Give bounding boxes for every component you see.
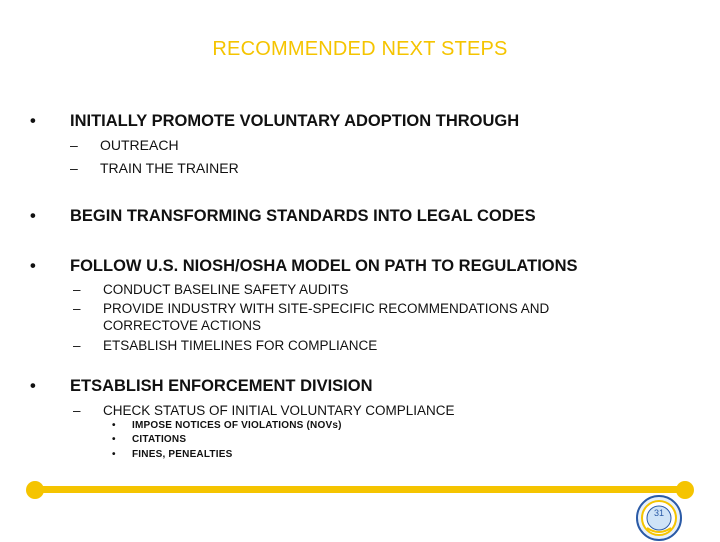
bullet-glyph: •	[30, 112, 36, 130]
bullet-glyph: •	[112, 420, 116, 431]
bullet-heading: BEGIN TRANSFORMING STANDARDS INTO LEGAL CODES	[70, 207, 536, 225]
sub-sub-bullet-text: FINES, PENEALTIES	[132, 449, 233, 460]
sub-bullet-text: TRAIN THE TRAINER	[100, 160, 239, 176]
bullet-glyph: •	[30, 207, 36, 225]
footer-rule-left-cap	[26, 481, 44, 499]
bullet-glyph: •	[30, 257, 36, 275]
dash-glyph: –	[73, 403, 81, 418]
sub-sub-bullet-text: IMPOSE NOTICES OF VIOLATIONS (NOVs)	[132, 420, 342, 431]
dash-glyph: –	[70, 160, 78, 176]
sub-sub-bullet-text: CITATIONS	[132, 434, 187, 445]
sub-bullet-text: CHECK STATUS OF INITIAL VOLUNTARY COMPLIANCE	[103, 403, 455, 418]
bullet-glyph: •	[30, 377, 36, 395]
page-number: 31	[654, 508, 665, 518]
organization-seal-logo	[633, 494, 685, 542]
sub-bullet-text: OUTREACH	[100, 137, 179, 153]
footer-rule	[35, 486, 685, 493]
bullet-heading: ETSABLISH ENFORCEMENT DIVISION	[70, 377, 373, 395]
dash-glyph: –	[73, 338, 81, 353]
dash-glyph: –	[70, 137, 78, 153]
dash-glyph: –	[73, 301, 81, 316]
sub-bullet-text: ETSABLISH TIMELINES FOR COMPLIANCE	[103, 338, 378, 353]
slide-title: RECOMMENDED NEXT STEPS	[212, 38, 508, 60]
bullet-glyph: •	[112, 434, 116, 445]
bullet-heading: FOLLOW U.S. NIOSH/OSHA MODEL ON PATH TO REGULATIONS	[70, 257, 578, 275]
bullet-glyph: •	[112, 449, 116, 460]
dash-glyph: –	[73, 282, 81, 297]
sub-bullet-text: PROVIDE INDUSTRY WITH SITE-SPECIFIC RECOMMENDATIONS AND CORRECTOVE ACTIONS	[103, 301, 550, 333]
bullet-heading: INITIALLY PROMOTE VOLUNTARY ADOPTION THROUGH	[70, 112, 520, 130]
sub-bullet-text: CONDUCT BASELINE SAFETY AUDITS	[103, 282, 349, 297]
